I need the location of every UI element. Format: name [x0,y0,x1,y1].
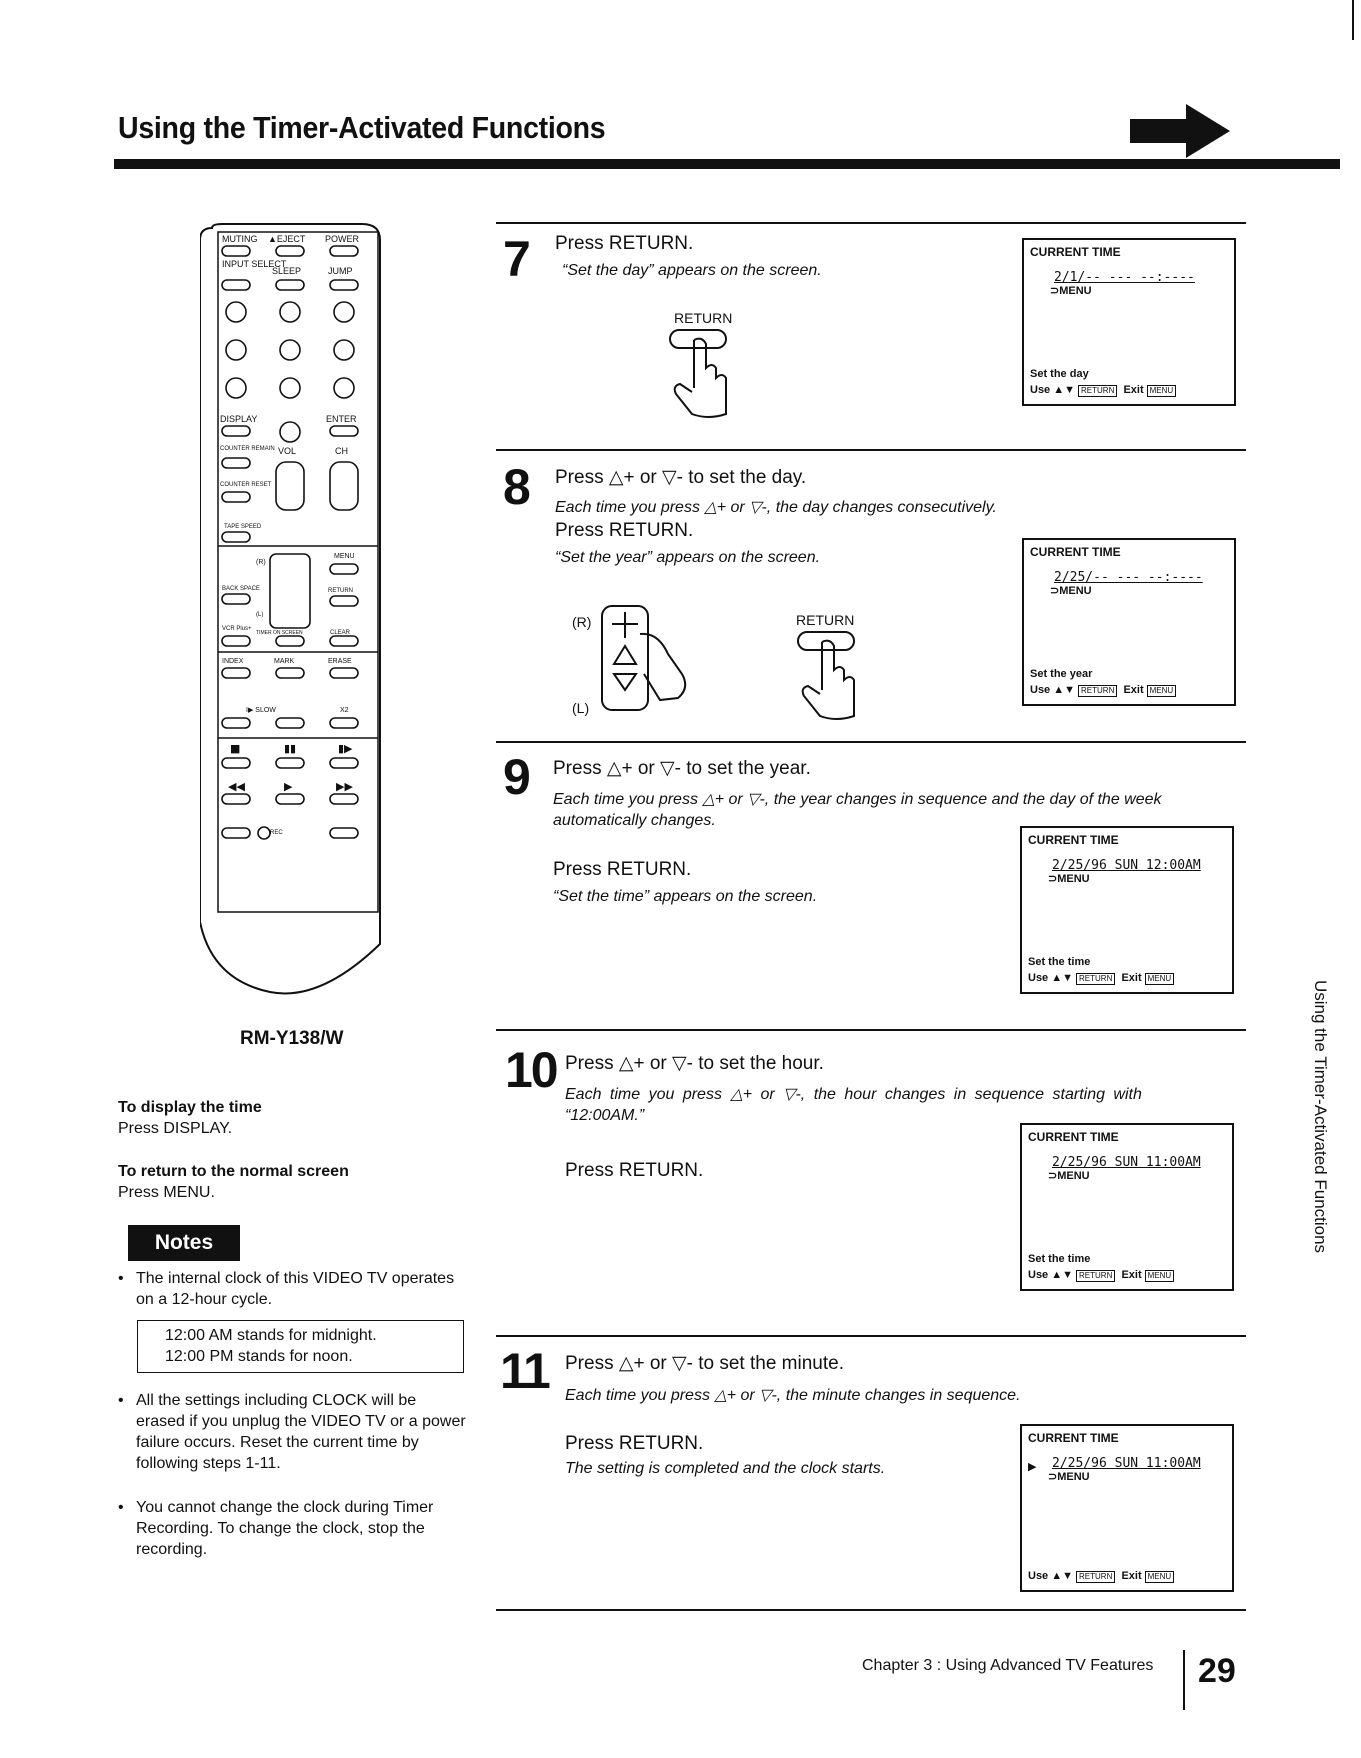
osd-hint: Set the time [1028,956,1091,968]
note-text: The internal clock of this VIDEO TV operates on a 12-hour cycle. [136,1270,455,1308]
step-number: 9 [503,749,529,805]
note-item: • All the settings including CLOCK will be erased if you unplug the VIDEO TV or a power failure occurs. Reset the current time by following steps 1-11. [118,1392,466,1472]
osd-title: CURRENT TIME [1030,545,1121,559]
step-instruction: Press RETURN. [565,1160,704,1181]
step-instruction: Press RETURN. [555,520,694,541]
channel-rocker-hand-icon [598,604,708,714]
osd-screen [1022,538,1236,706]
osd-title: CURRENT TIME [1028,1130,1119,1144]
osd-screen [1020,1123,1234,1291]
osd-screen [1020,826,1234,994]
page-edge-mark [1352,0,1354,40]
osd-hint: Set the year [1030,668,1093,680]
tip-display-body: Press DISPLAY. [118,1120,233,1137]
page-number: 29 [1198,1652,1236,1690]
section-divider [496,741,1246,743]
remote-back-space-label: BACK SPACE [222,586,260,592]
note-callout-line: 12:00 AM stands for midnight. [165,1327,377,1344]
step-instruction: Press RETURN. [553,859,692,880]
remote-counter-remain-label: COUNTER REMAIN [220,446,275,452]
osd-cursor-icon: ▶ [1028,1461,1037,1473]
title-rule [114,159,1340,169]
hand-pressing-button-icon [668,328,748,420]
osd-title: CURRENT TIME [1028,833,1119,847]
r-label: (R) [572,614,592,630]
section-divider [496,1335,1246,1337]
remote-model-label: RM-Y138/W [240,1028,344,1049]
hand-pressing-button-icon [796,630,876,722]
osd-value: 2/25/96 SUN 11:00AM [1052,1456,1201,1471]
step-detail: automatically changes. [553,812,716,829]
tip-return-normal [118,1161,349,1203]
remote-vol-label: VOL [278,446,297,456]
remote-menu-label: MENU [334,553,355,560]
remote-muting-label: MUTING [222,234,258,244]
svg-text:▮▶: ▮▶ [338,742,353,755]
note-callout-line: 12:00 PM stands for noon. [165,1348,353,1365]
osd-controls: Use ▲▼ RETURN Exit MENU [1028,972,1177,985]
osd-controls: Use ▲▼ RETURN Exit MENU [1030,384,1179,397]
remote-vcr-plus-label: VCR Plus+ [222,626,252,632]
note-text: You cannot change the clock during Timer Recording. To change the clock, stop the recording. [136,1499,434,1558]
tip-return-heading: To return to the normal screen [118,1163,349,1180]
remote-faceplate [218,232,378,912]
remote-mark-label: MARK [274,658,295,665]
section-divider [496,222,1246,224]
osd-hint: Set the time [1028,1253,1091,1265]
step-number: 11 [500,1343,549,1399]
step-detail: “12:00AM.” [565,1107,645,1124]
footer-chapter: Chapter 3 : Using Advanced TV Features [862,1657,1154,1674]
note-item: • The internal clock of this VIDEO TV operates on a 12-hour cycle. [118,1268,478,1318]
note-callout-box [137,1320,464,1373]
l-label: (L) [572,700,590,716]
osd-title: CURRENT TIME [1030,245,1121,259]
step-number: 7 [503,231,529,287]
section-divider [496,1609,1246,1611]
remote-control-illustration [200,222,382,1002]
section-divider [496,449,1246,451]
section-divider [496,1029,1246,1031]
osd-title: CURRENT TIME [1028,1431,1119,1445]
tip-display-time [118,1097,262,1139]
remote-input-select-label: INPUT SELECT [222,259,287,269]
osd-controls: Use ▲▼ RETURN Exit MENU [1028,1570,1177,1583]
remote-index-label: INDEX [222,658,244,665]
step-detail: The setting is completed and the clock starts. [565,1460,886,1477]
remote-erase-label: ERASE [328,658,352,665]
step-detail: “Set the day” appears on the screen. [562,262,822,279]
svg-text:◀◀: ◀◀ [228,780,245,793]
step-instruction: Press △+ or ▽- to set the minute. [565,1353,844,1374]
remote-jump-label: JUMP [328,266,353,276]
remote-enter-label: ENTER [326,414,357,424]
tip-return-body: Press MENU. [118,1184,215,1201]
note-item: • You cannot change the clock during Timer Recording. To change the clock, stop the recording. [118,1497,478,1567]
step-detail: Each time you press △+ or ▽-, the year changes in sequence and the day of the week [553,791,1162,808]
remote-tape-speed-label: TAPE SPEED [224,524,262,530]
osd-value: 2/25/-- --- --:---- [1054,570,1203,585]
remote-rec-label: REC [270,830,283,836]
remote-clear-label: CLEAR [330,630,351,636]
footer-divider [1183,1650,1185,1710]
svg-text:■: ■ [230,742,241,755]
side-section-label: Using the Timer-Activated Functions [1311,980,1330,1254]
osd-screen [1020,1424,1234,1592]
svg-text:▶: ▶ [284,780,293,793]
remote-slow-label: I▶ SLOW [246,707,276,714]
remote-l-label: (L) [256,612,264,618]
step-instruction: Press RETURN. [555,233,694,254]
step-detail: Each time you press △+ or ▽-, the day changes consecutively. [555,499,997,516]
remote-eject-label: ▲EJECT [268,234,306,244]
step-instruction: Press △+ or ▽- to set the hour. [565,1053,824,1074]
osd-controls: Use ▲▼ RETURN Exit MENU [1028,1269,1177,1282]
osd-value: 2/25/96 SUN 11:00AM [1052,1155,1201,1170]
remote-timer-on-screen-label: TIMER ON SCREEN [256,630,303,636]
page-title: Using the Timer-Activated Functions [118,110,606,145]
right-arrow-icon [1130,104,1230,158]
osd-menu: ⊃MENU [1048,1471,1090,1483]
note-text: All the settings including CLOCK will be erased if you unplug the VIDEO TV or a power failure occurs. Reset the current time by following steps 1-11. [136,1392,466,1472]
step-detail: Each time you press △+ or ▽-, the minute changes in sequence. [565,1387,1021,1404]
osd-menu: ⊃MENU [1050,585,1092,597]
step-instruction: Press △+ or ▽- to set the day. [555,467,807,488]
step-detail: “Set the time” appears on the screen. [553,888,818,905]
return-button-label: RETURN [674,310,733,326]
remote-sleep-label: SLEEP [272,266,302,276]
step-number: 8 [503,459,529,515]
osd-screen [1022,238,1236,406]
step-instruction: Press RETURN. [565,1433,704,1454]
step-number: 10 [505,1042,557,1098]
return-button-label: RETURN [796,612,855,628]
remote-return-label: RETURN [328,588,353,594]
tip-display-heading: To display the time [118,1099,262,1116]
remote-power-label: POWER [325,234,360,244]
step-detail: Each time you press △+ or ▽-, the hour changes in sequence starting with [565,1086,1142,1103]
osd-value: 2/25/96 SUN 12:00AM [1052,858,1201,873]
osd-menu: ⊃MENU [1050,285,1092,297]
remote-r-label: (R) [256,559,266,566]
osd-menu: ⊃MENU [1048,1170,1090,1182]
svg-text:▮▮: ▮▮ [284,742,297,755]
svg-text:▶▶: ▶▶ [336,780,353,793]
remote-ch-label: CH [335,446,348,456]
osd-menu: ⊃MENU [1048,873,1090,885]
step-instruction: Press △+ or ▽- to set the year. [553,758,811,779]
notes-badge: Notes [128,1225,240,1261]
osd-value: 2/1/-- --- --:---- [1054,270,1195,285]
remote-x2-label: X2 [340,707,349,714]
osd-hint: Set the day [1030,368,1089,380]
step-detail: “Set the year” appears on the screen. [555,549,821,566]
remote-display-label: DISPLAY [220,414,258,424]
remote-counter-reset-label: COUNTER RESET [220,482,272,488]
osd-controls: Use ▲▼ RETURN Exit MENU [1030,684,1179,697]
